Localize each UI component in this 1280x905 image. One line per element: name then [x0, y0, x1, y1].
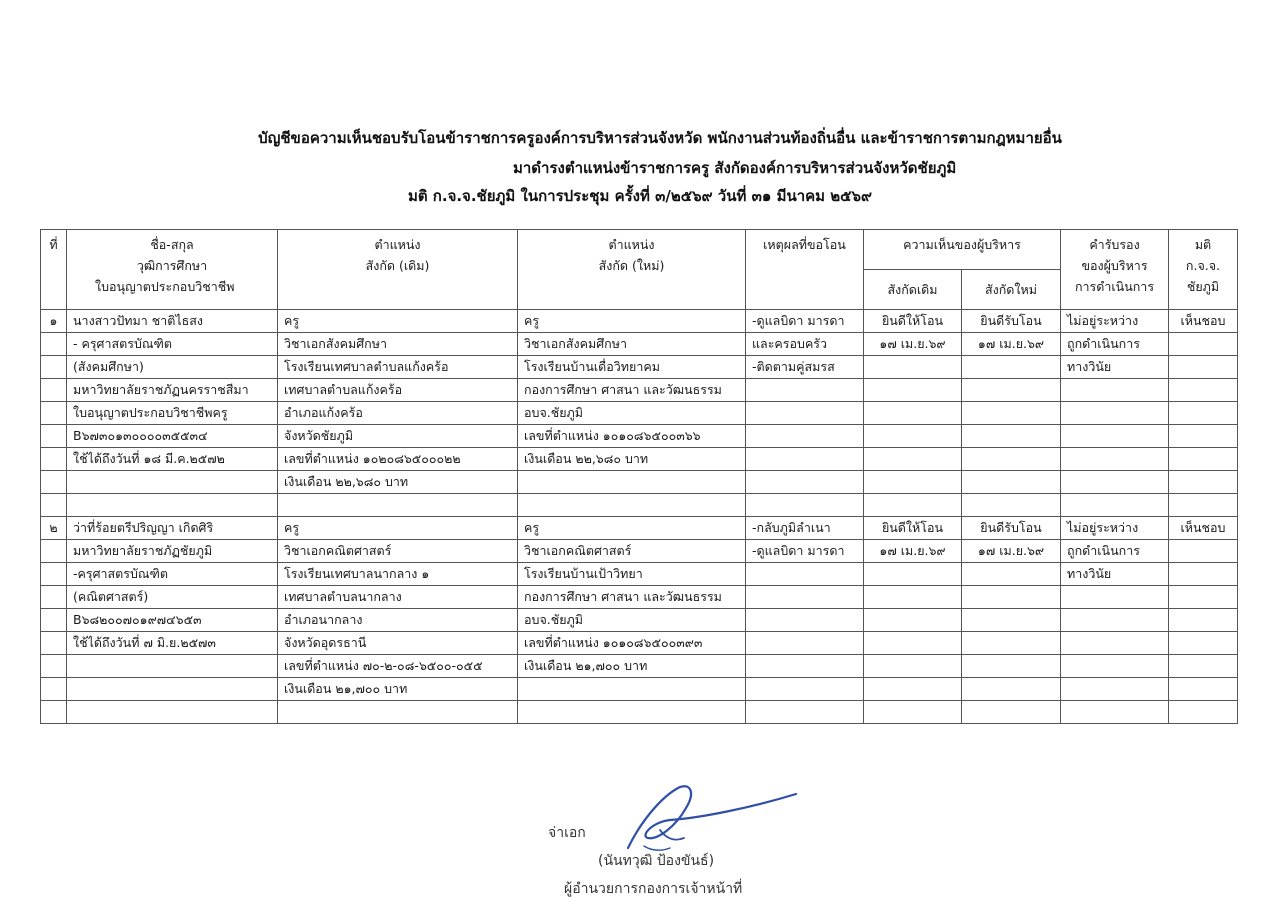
table-body: [41, 310, 1238, 724]
new-position-cell: วิชาเอกสังคมศึกษา: [518, 333, 746, 356]
table-row: [41, 655, 1238, 678]
new-position-cell: เลขที่ตำแหน่ง ๑๐๑๐๘๖๕๐๐๓๙๓: [518, 632, 746, 655]
opinion-new-unit-cell: [962, 586, 1061, 609]
header-opinion-new: สังกัดใหม่: [962, 270, 1061, 310]
certification-cell: ไม่อยู่ระหว่าง: [1061, 310, 1169, 333]
opinion-new-unit-cell: [962, 701, 1061, 724]
old-position-cell: ครู: [278, 310, 518, 333]
applicant-info-cell: B๖๘๒๐๐๗๐๑๙๗๔๖๕๓: [67, 609, 278, 632]
resolution-cell: [1169, 701, 1238, 724]
certification-cell: ถูกดำเนินการ: [1061, 333, 1169, 356]
certification-cell: [1061, 586, 1169, 609]
opinion-new-unit-cell: [962, 609, 1061, 632]
document-title-line-3: มติ ก.จ.จ.ชัยภูมิ ในการประชุม ครั้งที่ ๓/๒๕๖๙ วันที่ ๓๑ มีนาคม ๒๕๖๙: [407, 187, 873, 205]
new-position-cell: อบจ.ชัยภูมิ: [518, 402, 746, 425]
opinion-old-unit-cell: [864, 632, 962, 655]
row-no-cell: [41, 471, 67, 494]
handwritten-signature: [600, 778, 800, 868]
resolution-cell: [1169, 609, 1238, 632]
old-position-cell: เทศบาลตำบลนากลาง: [278, 586, 518, 609]
certification-cell: [1061, 448, 1169, 471]
transfer-reason-cell: -ดูแลบิดา มารดา: [746, 310, 864, 333]
header-certification: คำรับรอง ของผู้บริหาร การดำเนินการ: [1061, 230, 1169, 310]
opinion-old-unit-cell: [864, 356, 962, 379]
certification-cell: ทางวินัย: [1061, 356, 1169, 379]
opinion-new-unit-cell: [962, 632, 1061, 655]
opinion-old-unit-cell: [864, 379, 962, 402]
signer-position: ผู้อำนวยการกองการเจ้าหน้าที่: [564, 881, 743, 897]
resolution-cell: [1169, 356, 1238, 379]
resolution-cell: [1169, 586, 1238, 609]
opinion-old-unit-cell: [864, 471, 962, 494]
opinion-old-unit-cell: [864, 402, 962, 425]
new-position-cell: [518, 494, 746, 517]
applicant-info-cell: - ครุศาสตรบัณฑิต: [67, 333, 278, 356]
opinion-new-unit-cell: [962, 655, 1061, 678]
table-row: [41, 471, 1238, 494]
row-no-cell: ๒: [41, 517, 67, 540]
opinion-old-unit-cell: ๑๗ เม.ย.๖๙: [864, 540, 962, 563]
resolution-cell: [1169, 632, 1238, 655]
table-row: [41, 310, 1238, 333]
transfer-reason-cell: -กลับภูมิลำเนา: [746, 517, 864, 540]
applicant-info-cell: มหาวิทยาลัยราชภัฏชัยภูมิ: [67, 540, 278, 563]
opinion-old-unit-cell: [864, 494, 962, 517]
transfer-reason-cell: [746, 655, 864, 678]
old-position-cell: โรงเรียนเทศบาลนากลาง ๑: [278, 563, 518, 586]
transfer-reason-cell: [746, 402, 864, 425]
transfer-reason-cell: [746, 494, 864, 517]
resolution-cell: [1169, 448, 1238, 471]
table-row: [41, 356, 1238, 379]
old-position-cell: จังหวัดอุดรธานี: [278, 632, 518, 655]
applicant-info-cell: [67, 678, 278, 701]
transfer-reason-cell: [746, 425, 864, 448]
old-position-cell: เลขที่ตำแหน่ง ๗๐-๒-๐๘-๖๕๐๐-๐๕๕: [278, 655, 518, 678]
table-row: [41, 402, 1238, 425]
old-position-cell: ครู: [278, 517, 518, 540]
row-no-cell: [41, 563, 67, 586]
opinion-old-unit-cell: ยินดีให้โอน: [864, 310, 962, 333]
transfer-reason-cell: [746, 701, 864, 724]
transfer-approval-table: [40, 229, 1238, 724]
certification-cell: [1061, 632, 1169, 655]
signer-rank: จ่าเอก: [548, 825, 586, 841]
certification-cell: [1061, 655, 1169, 678]
certification-cell: [1061, 494, 1169, 517]
document-title-line-1: บัญชีขอความเห็นชอบรับโอนข้าราชการครูองค์การบริหารส่วนจังหวัด พนักงานส่วนท้องถิ่นอื่น และข้าราชการตามกฎหมายอื่น: [258, 129, 1062, 147]
new-position-cell: กองการศึกษา ศาสนา และวัฒนธรรม: [518, 379, 746, 402]
old-position-cell: วิชาเอกสังคมศึกษา: [278, 333, 518, 356]
applicant-info-cell: ว่าที่ร้อยตรีปริญญา เกิดศิริ: [67, 517, 278, 540]
row-no-cell: [41, 448, 67, 471]
certification-cell: [1061, 471, 1169, 494]
header-opinion: ความเห็นของผู้บริหาร: [864, 230, 1061, 270]
old-position-cell: เลขที่ตำแหน่ง ๑๐๒๐๘๖๕๐๐๐๒๒: [278, 448, 518, 471]
row-no-cell: [41, 701, 67, 724]
header-old-position: ตำแหน่ง สังกัด (เดิม): [278, 230, 518, 310]
transfer-reason-cell: -ดูแลบิดา มารดา: [746, 540, 864, 563]
row-no-cell: [41, 425, 67, 448]
resolution-cell: [1169, 678, 1238, 701]
row-no-cell: [41, 540, 67, 563]
table-row: [41, 517, 1238, 540]
header-name: ชื่อ-สกุล วุฒิการศึกษา ใบอนุญาตประกอบวิชาชีพ: [67, 230, 278, 310]
row-no-cell: [41, 356, 67, 379]
certification-cell: [1061, 425, 1169, 448]
old-position-cell: [278, 701, 518, 724]
resolution-cell: [1169, 494, 1238, 517]
table-row: [41, 333, 1238, 356]
table-row: [41, 678, 1238, 701]
applicant-info-cell: [67, 701, 278, 724]
table-row: [41, 586, 1238, 609]
resolution-cell: [1169, 540, 1238, 563]
new-position-cell: อบจ.ชัยภูมิ: [518, 609, 746, 632]
new-position-cell: เงินเดือน ๒๑,๗๐๐ บาท: [518, 655, 746, 678]
new-position-cell: [518, 678, 746, 701]
certification-cell: ถูกดำเนินการ: [1061, 540, 1169, 563]
opinion-old-unit-cell: ๑๗ เม.ย.๖๙: [864, 333, 962, 356]
opinion-old-unit-cell: [864, 701, 962, 724]
table-row: [41, 448, 1238, 471]
transfer-reason-cell: [746, 379, 864, 402]
applicant-info-cell: ใช้ได้ถึงวันที่ ๗ มิ.ย.๒๕๗๓: [67, 632, 278, 655]
opinion-new-unit-cell: ๑๗ เม.ย.๖๙: [962, 333, 1061, 356]
header-reason: เหตุผลที่ขอโอน: [746, 230, 864, 310]
row-no-cell: [41, 333, 67, 356]
resolution-cell: [1169, 333, 1238, 356]
applicant-info-cell: (สังคมศึกษา): [67, 356, 278, 379]
resolution-cell: [1169, 563, 1238, 586]
opinion-new-unit-cell: [962, 448, 1061, 471]
table-row: [41, 701, 1238, 724]
resolution-cell: เห็นชอบ: [1169, 310, 1238, 333]
old-position-cell: เทศบาลตำบลแก้งคร้อ: [278, 379, 518, 402]
opinion-new-unit-cell: ยินดีรับโอน: [962, 310, 1061, 333]
transfer-reason-cell: และครอบครัว: [746, 333, 864, 356]
opinion-old-unit-cell: [864, 586, 962, 609]
certification-cell: ไม่อยู่ระหว่าง: [1061, 517, 1169, 540]
opinion-new-unit-cell: [962, 425, 1061, 448]
opinion-old-unit-cell: ยินดีให้โอน: [864, 517, 962, 540]
new-position-cell: กองการศึกษา ศาสนา และวัฒนธรรม: [518, 586, 746, 609]
transfer-reason-cell: [746, 586, 864, 609]
opinion-new-unit-cell: [962, 402, 1061, 425]
certification-cell: [1061, 678, 1169, 701]
header-no: ที่: [41, 230, 67, 310]
opinion-new-unit-cell: [962, 471, 1061, 494]
table-row: [41, 563, 1238, 586]
applicant-info-cell: [67, 655, 278, 678]
certification-cell: [1061, 609, 1169, 632]
opinion-new-unit-cell: [962, 678, 1061, 701]
old-position-cell: โรงเรียนเทศบาลตำบลแก้งคร้อ: [278, 356, 518, 379]
transfer-reason-cell: [746, 563, 864, 586]
old-position-cell: อำเภอแก้งคร้อ: [278, 402, 518, 425]
applicant-info-cell: -ครุศาสตรบัณฑิต: [67, 563, 278, 586]
resolution-cell: [1169, 402, 1238, 425]
header-resolution: มติ ก.จ.จ. ชัยภูมิ: [1169, 230, 1238, 310]
table-row: [41, 632, 1238, 655]
new-position-cell: เงินเดือน ๒๒,๖๘๐ บาท: [518, 448, 746, 471]
applicant-info-cell: ใช้ได้ถึงวันที่ ๑๘ มี.ค.๒๕๗๒: [67, 448, 278, 471]
row-no-cell: [41, 586, 67, 609]
new-position-cell: [518, 471, 746, 494]
row-no-cell: [41, 379, 67, 402]
new-position-cell: [518, 701, 746, 724]
certification-cell: [1061, 402, 1169, 425]
opinion-new-unit-cell: [962, 563, 1061, 586]
row-no-cell: [41, 632, 67, 655]
old-position-cell: อำเภอนากลาง: [278, 609, 518, 632]
resolution-cell: [1169, 425, 1238, 448]
applicant-info-cell: มหาวิทยาลัยราชภัฏนครราชสีมา: [67, 379, 278, 402]
old-position-cell: เงินเดือน ๒๒,๖๘๐ บาท: [278, 471, 518, 494]
transfer-reason-cell: [746, 471, 864, 494]
transfer-reason-cell: [746, 448, 864, 471]
applicant-info-cell: [67, 471, 278, 494]
header-new-position: ตำแหน่ง สังกัด (ใหม่): [518, 230, 746, 310]
document-title-line-2: มาดำรงตำแหน่งข้าราชการครู สังกัดองค์การบริหารส่วนจังหวัดชัยภูมิ: [513, 159, 957, 177]
certification-cell: ทางวินัย: [1061, 563, 1169, 586]
row-no-cell: [41, 655, 67, 678]
transfer-reason-cell: [746, 609, 864, 632]
opinion-new-unit-cell: [962, 494, 1061, 517]
certification-cell: [1061, 701, 1169, 724]
opinion-new-unit-cell: ๑๗ เม.ย.๖๙: [962, 540, 1061, 563]
resolution-cell: [1169, 655, 1238, 678]
old-position-cell: เงินเดือน ๒๑,๗๐๐ บาท: [278, 678, 518, 701]
opinion-old-unit-cell: [864, 678, 962, 701]
row-no-cell: [41, 678, 67, 701]
new-position-cell: โรงเรียนบ้านเดื่อวิทยาคม: [518, 356, 746, 379]
new-position-cell: ครู: [518, 310, 746, 333]
row-no-cell: ๑: [41, 310, 67, 333]
header-opinion-old: สังกัดเดิม: [864, 270, 962, 310]
opinion-old-unit-cell: [864, 609, 962, 632]
transfer-reason-cell: [746, 678, 864, 701]
certification-cell: [1061, 379, 1169, 402]
resolution-cell: [1169, 379, 1238, 402]
row-no-cell: [41, 494, 67, 517]
applicant-info-cell: [67, 494, 278, 517]
opinion-old-unit-cell: [864, 448, 962, 471]
transfer-reason-cell: [746, 632, 864, 655]
new-position-cell: เลขที่ตำแหน่ง ๑๐๑๐๘๖๕๐๐๓๖๖: [518, 425, 746, 448]
table-row: [41, 379, 1238, 402]
new-position-cell: โรงเรียนบ้านเป้าวิทยา: [518, 563, 746, 586]
row-no-cell: [41, 402, 67, 425]
new-position-cell: ครู: [518, 517, 746, 540]
row-no-cell: [41, 609, 67, 632]
opinion-old-unit-cell: [864, 425, 962, 448]
applicant-info-cell: นางสาวปัทมา ชาติไธสง: [67, 310, 278, 333]
opinion-old-unit-cell: [864, 655, 962, 678]
resolution-cell: [1169, 471, 1238, 494]
opinion-new-unit-cell: ยินดีรับโอน: [962, 517, 1061, 540]
applicant-info-cell: (คณิตศาสตร์): [67, 586, 278, 609]
opinion-new-unit-cell: [962, 379, 1061, 402]
signer-name: (นันทวุฒิ ป้องขันธ์): [598, 853, 715, 869]
resolution-cell: เห็นชอบ: [1169, 517, 1238, 540]
old-position-cell: [278, 494, 518, 517]
table-row: [41, 609, 1238, 632]
table-row: [41, 425, 1238, 448]
new-position-cell: วิชาเอกคณิตศาสตร์: [518, 540, 746, 563]
table-row: [41, 540, 1238, 563]
applicant-info-cell: ใบอนุญาตประกอบวิชาชีพครู: [67, 402, 278, 425]
table-row: [41, 494, 1238, 517]
old-position-cell: จังหวัดชัยภูมิ: [278, 425, 518, 448]
old-position-cell: วิชาเอกคณิตศาสตร์: [278, 540, 518, 563]
transfer-reason-cell: -ติดตามคู่สมรส: [746, 356, 864, 379]
opinion-new-unit-cell: [962, 356, 1061, 379]
opinion-old-unit-cell: [864, 563, 962, 586]
applicant-info-cell: B๖๗๓๐๑๓๐๐๐๐๓๕๕๓๔: [67, 425, 278, 448]
